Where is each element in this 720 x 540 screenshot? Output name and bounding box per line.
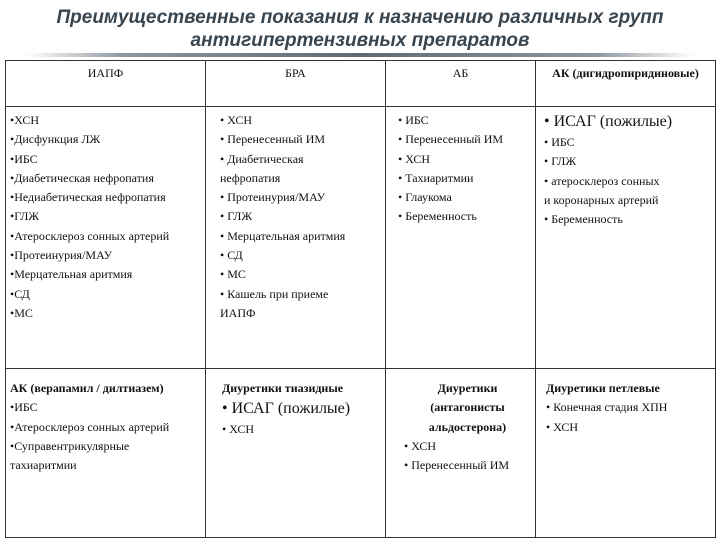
highlight-item: • ИСАГ (пожилые) [544, 113, 673, 130]
list-item: нефропатия [220, 170, 281, 185]
list-item: • Кашель при приеме [220, 286, 329, 301]
cell-ab [386, 107, 536, 369]
cell-iapf [6, 107, 206, 369]
list-item: • ХСН [398, 151, 431, 166]
list-item: • ИБС [398, 113, 429, 127]
group-title: Диуретики петлевые [546, 381, 660, 395]
title-underline [26, 53, 694, 57]
list-item: • ХСН [222, 422, 255, 437]
list-item: • Мерцательная аритмия [220, 228, 346, 243]
list-item: •СД [10, 286, 30, 301]
list-item: •Диабетическая нефропатия [10, 170, 154, 185]
list-item: • Перенесенный ИМ [398, 132, 504, 147]
list-item: • МС [220, 267, 246, 282]
header-ak-dihydropyridine: АК (дигидропиридиновые) [536, 61, 716, 107]
group-title-line: альдостерона) [428, 419, 507, 434]
list-item: • Перенесенный ИМ [404, 458, 510, 473]
header-ab: АБ [386, 61, 536, 107]
list-item: •Протеинурия/МАУ [10, 248, 113, 263]
list-item: • Протеинурия/МАУ [220, 190, 326, 205]
list-item: • ГЛЖ [544, 154, 577, 169]
cell-bra [206, 107, 386, 369]
cell-ak-verapamil [6, 369, 206, 538]
cell-loop [536, 369, 716, 538]
list-item: • ГЛЖ [220, 209, 253, 224]
title-line-1: Преимущественные показания к назначению различных групп [56, 7, 664, 28]
list-item: •ХСН [10, 113, 40, 127]
list-item: • ХСН [220, 113, 253, 127]
list-item: • ИБС [544, 135, 575, 149]
list-item: ИАПФ [220, 305, 256, 320]
row-1 [6, 107, 716, 369]
header-row [6, 61, 716, 107]
list-item: •Дисфункция ЛЖ [10, 132, 101, 147]
title-line-2: антигипертензивных препаратов [190, 30, 530, 51]
list-item: • Тахиаритмии [398, 170, 474, 185]
list-item: • Конечная стадия ХПН [546, 400, 668, 415]
highlight-item: • ИСАГ (пожилые) [222, 400, 351, 418]
list-item: и коронарных артерий [544, 192, 659, 207]
list-item: • ХСН [404, 438, 437, 453]
indications-table [5, 60, 716, 538]
list-item: • Беременность [398, 209, 477, 224]
header-iapf: ИАПФ [6, 61, 206, 107]
group-title-line: Диуретики [437, 381, 498, 395]
list-item: •ИБС [10, 151, 38, 166]
list-item: • СД [220, 248, 243, 263]
list-item: • Беременность [544, 212, 623, 227]
list-item: •ГЛЖ [10, 209, 40, 224]
group-title-line: (антагонисты [430, 400, 505, 415]
list-item: •МС [10, 305, 33, 320]
list-item: • Глаукома [398, 190, 452, 205]
list-item: •Мерцательная аритмия [10, 267, 133, 282]
list-item: •Атеросклероз сонных артерий [10, 419, 170, 434]
group-title: АК (верапамил / дилтиазем) [10, 381, 164, 395]
cell-ak-dihydropyridine [536, 107, 716, 369]
header-bra: БРА [206, 61, 386, 107]
cell-aldosterone [386, 369, 536, 538]
list-item: тахиаритмии [10, 458, 77, 473]
list-item: •ИБС [10, 400, 38, 415]
list-item: •Суправентрикулярные [10, 438, 130, 453]
list-item: • Перенесенный ИМ [220, 132, 326, 147]
group-title: Диуретики тиазидные [222, 381, 344, 395]
list-item: • ХСН [546, 419, 579, 434]
list-item: •Атеросклероз сонных артерий [10, 228, 170, 243]
list-item: • Диабетическая [220, 151, 304, 166]
list-item: •Недиабетическая нефропатия [10, 190, 166, 205]
row-2 [6, 369, 716, 538]
list-item: • атеросклероз сонных [544, 173, 660, 188]
cell-thiazide [206, 369, 386, 538]
